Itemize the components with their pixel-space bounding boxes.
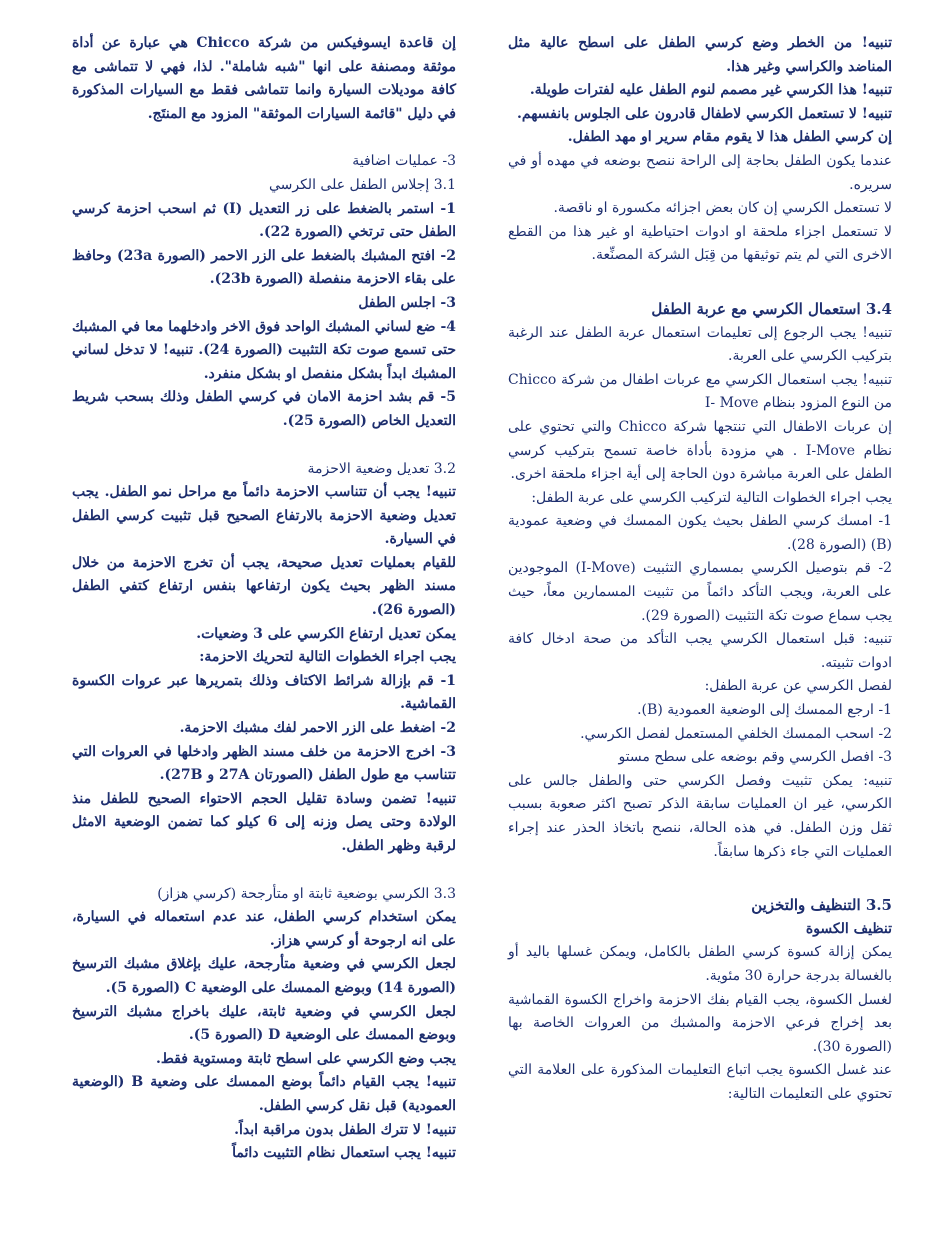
paragraph: لا تستعمل الكرسي إن كان بعض اجزائه مكسورة او ناقصة.: [553, 200, 892, 217]
paragraph: 2- اضغط على الزر الاحمر لفك مشبك الاحزمة.: [179, 720, 456, 737]
paragraph: لجعل الكرسي في وضعية ثابتة، عليك باخراج مشبك الترسيخ وبوضع الممسك على الوضعية D (الصورة 5).: [72, 1003, 456, 1044]
paragraph: 1- ارجع الممسك إلى الوضعية العمودية (B).: [637, 702, 892, 719]
left-column: [72, 32, 456, 1222]
paragraph: تنبيه! يجب الرجوع إلى تعليمات استعمال عربة الطفل عند الرغبة بتركيب الكرسي على العربة.: [508, 324, 892, 365]
paragraph: إن كرسي الطفل هذا لا يقوم مقام سرير او مهد الطفل.: [567, 129, 892, 146]
paragraph: 1- قم بإزالة شرائط الاكتاف وذلك بتمريرها عبر عروات الكسوة القماشية.: [72, 672, 456, 713]
paragraph: 3- عمليات اضافية: [352, 153, 456, 170]
paragraph: عند غسل الكسوة يجب اتباع التعليمات المذكورة على العلامة التي تحتوي على التعليمات التالية:: [508, 1062, 892, 1102]
spacer: [72, 126, 456, 150]
two-column-layout: [72, 32, 892, 1222]
paragraph: تنبيه: قبل استعمال الكرسي يجب التأكد من صحة ادخال كافة ادوات تثبيته.: [508, 631, 892, 671]
paragraph: يجب وضع الكرسي على اسطح ثابتة ومستوية فقط.: [155, 1050, 456, 1067]
paragraph: 2- اسحب الممسك الخلفي المستعمل لفصل الكرسي.: [580, 725, 892, 742]
paragraph: 3- اجلس الطفل: [358, 294, 456, 311]
paragraph: 1- امسك كرسي الطفل بحيث يكون الممسك في وضعية عمودية (B) (الصورة 28).: [508, 513, 892, 553]
spacer: [72, 434, 456, 458]
paragraph: 2- افتح المشبك بالضغط على الزر الاحمر (الصورة 23a) وحافظ على بقاء الاحزمة منفصلة (الصورة 23b).: [72, 247, 456, 288]
paragraph: تنبيه! يجب القيام دائماً بوضع الممسك على وضعية B (الوضعية العمودية) قبل نقل كرسي الطفل.: [72, 1074, 456, 1114]
paragraph: تنبيه! يجب استعمال نظام التثبيت دائماً: [232, 1145, 456, 1162]
paragraph: يمكن استخدام كرسي الطفل، عند عدم استعماله في السيارة، على انه ارجوحة أو كرسي هزاز.: [72, 909, 456, 949]
paragraph: تنظيف الكسوة: [805, 920, 892, 937]
paragraph: يمكن تعديل ارتفاع الكرسي على 3 وضعيات.: [196, 625, 456, 642]
paragraph: تنبيه! من الخطر وضع كرسي الطفل على اسطح عالية مثل المناضد والكراسي وغير هذا.: [508, 35, 892, 75]
section-heading: 3.4 استعمال الكرسي مع عربة الطفل: [651, 299, 892, 318]
paragraph: للقيام بعمليات تعديل صحيحة، يجب أن تخرج الاحزمة من خلال مسند الظهر بحيث يكون ارتفاعها بنفس ارتفاع كتفي الطفل (الصورة 26).: [72, 554, 456, 619]
spacer: [508, 268, 892, 298]
paragraph: 1- استمر بالضغط على زر التعديل (I) ثم اسحب احزمة كرسي الطفل حتى ترتخي (الصورة 22).: [72, 200, 456, 241]
right-column: [508, 32, 892, 1222]
paragraph: 2- قم بتوصيل الكرسي بمسماري التثبيت (I-Move) الموجودين على العربة، ويجب التأكد دائماً من تثبيت المسمارين معاً، حيث يجب سماع صوت تكة التثبيت (الصورة 29).: [508, 560, 892, 624]
paragraph: 5- قم بشد احزمة الامان في كرسي الطفل وذلك بسحب شريط التعديل الخاص (الصورة 25).: [72, 389, 456, 429]
paragraph: يجب اجراء الخطوات التالية لتركيب الكرسي على عربة الطفل:: [531, 489, 892, 506]
paragraph: تنبيه! يجب أن تتناسب الاحزمة دائماً مع مراحل نمو الطفل. يجب تعديل وضعية الاحزمة بالارتفاع الصحيح قبل تثبيت كرسي الطفل في السيارة.: [72, 484, 456, 548]
paragraph: 3- اخرج الاحزمة من خلف مسند الظهر وادخلها في العروات التي تتناسب مع طول الطفل (الصورتان 27A و 27B).: [72, 743, 456, 784]
paragraph: يمكن إزالة كسوة كرسي الطفل بالكامل، ويمكن غسلها باليد أو بالغسالة بدرجة حرارة 30 مئوية.: [508, 944, 892, 984]
spacer: [508, 864, 892, 894]
paragraph: لجعل الكرسي في وضعية متأرجحة، عليك بإغلاق مشبك الترسيخ (الصورة 14) وبوضع الممسك على الوضعية C (الصورة 5).: [72, 956, 456, 996]
paragraph: 3.1 إجلاس الطفل على الكرسي: [268, 176, 456, 193]
paragraph: 4- ضع لساني المشبك الواحد فوق الاخر وادخلهما معا في المشبك حتى تسمع صوت تكة التثبيت (الصورة 24). تنبيه! لا تدخل لساني المشبك ابداً بشكل منفصل او بشكل منفرد.: [72, 318, 456, 382]
paragraph: تنبيه! لا تترك الطفل بدون مراقبة ابداً.: [234, 1121, 456, 1138]
paragraph: تنبيه! تضمن وسادة تقليل الحجم الاحتواء الصحيح للطفل منذ الولادة وحتى يصل وزنه إلى 6 كيلو كما تضمن الوضعية الامثل لرقبة وظهر الطفل.: [72, 790, 456, 854]
paragraph: تنبيه! لا تستعمل الكرسي لاطفال قادرون على الجلوس بانفسهم.: [517, 105, 892, 122]
paragraph: يجب اجراء الخطوات التالية لتحريك الاحزمة:: [199, 649, 456, 666]
section-heading: 3.5 التنظيف والتخزين: [751, 896, 892, 915]
paragraph: تنبيه! هذا الكرسي غير مصمم لنوم الطفل عليه لفترات طويلة.: [529, 82, 892, 99]
paragraph: 3.2 تعديل وضعية الاحزمة: [307, 460, 456, 477]
paragraph: 3- افصل الكرسي وقم بوضعه على سطح مستو: [618, 749, 892, 766]
paragraph: إن قاعدة ايسوفيكس من شركة Chicco هي عبارة عن أداة موثقة ومصنفة على انها "شبه شاملة". لذا، فهي لا تتماشى مع كافة موديلات السيارة وانما تتماشى فقط مع السيارات المذكورة في دليل "قائمة السيارات الموثقة" المزود مع المنتَج.: [72, 35, 456, 122]
spacer: [72, 859, 456, 883]
paragraph: تنبيه! يجب استعمال الكرسي مع عربات اطفال من شركة Chicco من النوع المزود بنظام I- Move: [508, 371, 892, 412]
paragraph: إن عربات الاطفال التي تنتجها شركة Chicco والتي تحتوي على نظام I-Move . هي مزودة بأداة خاصة تسمح بتركيب كرسي الطفل على العربة مباشرة دون الحاجة إلى أية اجزاء ملحقة اخرى.: [508, 418, 892, 483]
paragraph: لا تستعمل اجزاء ملحقة او ادوات احتياطية او غير هذا من القطع الاخرى التي لم يتم توثيقها من قِبَل الشركة المصنِّعة.: [508, 223, 892, 264]
paragraph: تنبيه: يمكن تثبيت وفصل الكرسي حتى والطفل جالس على الكرسي، غير ان العمليات سابقة الذكر تصبح اكثر صعوبة بسبب ثقل وزن الطفل. في هذه الحالة، ننصح باتخاذ الحذر عند إجراء العمليات التي جاء ذكرها سابقاً.: [508, 772, 892, 860]
paragraph: لفصل الكرسي عن عربة الطفل:: [704, 678, 892, 695]
paragraph: لغسل الكسوة، يجب القيام بفك الاحزمة واخراج الكسوة القماشية بعد إخراج فرعي الاحزمة والمشبك من العروات الخاصة بها (الصورة 30).: [508, 991, 892, 1055]
paragraph: عندما يكون الطفل بحاجة إلى الراحة ننصح بوضعه في مهده أو في سريره.: [508, 152, 892, 193]
paragraph: 3.3 الكرسي بوضعية ثابتة او متأرجحة (كرسي هزاز): [157, 885, 456, 902]
